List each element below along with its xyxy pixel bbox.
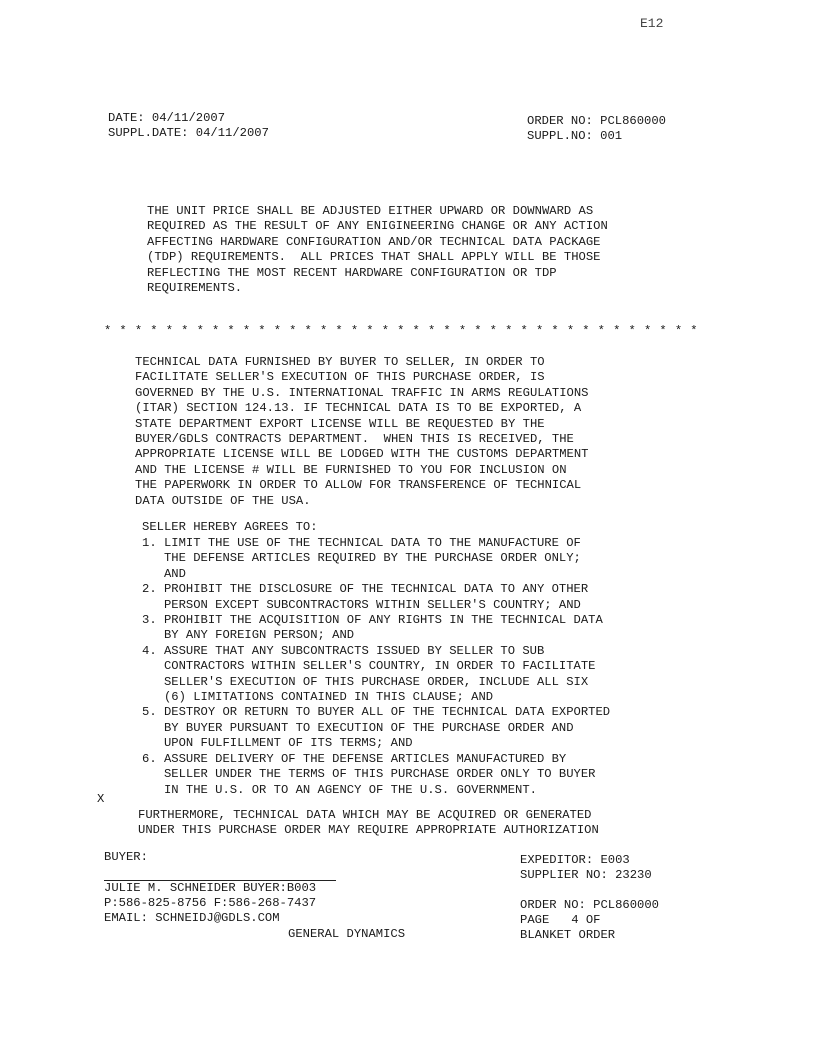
buyer-name: JULIE M. SCHNEIDER BUYER:B003 [104, 881, 317, 895]
agreement-intro: SELLER HEREBY AGREES TO: [142, 520, 318, 534]
clause-line: REQUIREMENTS. [147, 281, 243, 296]
list-item-continuation [142, 767, 610, 782]
clause-line: BUYER/GDLS CONTRACTS DEPARTMENT. WHEN THIS IS RECEIVED, THE [135, 432, 574, 447]
clause-line: STATE DEPARTMENT EXPORT LICENSE WILL BE REQUESTED BY THE [135, 416, 545, 431]
list-item-continuation [142, 598, 610, 613]
suppl-no-line [527, 129, 622, 144]
list-item-number: 6. [142, 751, 157, 766]
price-adjustment-clause [147, 204, 608, 296]
list-item-line: UPON FULFILLMENT OF ITS TERMS; AND [163, 736, 413, 751]
list-item [142, 613, 610, 628]
clause-line: (ITAR) SECTION 124.13. IF TECHNICAL DATA IS TO BE EXPORTED, A [135, 401, 582, 416]
clause-line: APPROPRIATE LICENSE WILL BE LODGED WITH THE CUSTOMS DEPARTMENT [135, 447, 589, 462]
list-item-number: 2. [142, 582, 157, 597]
list-item-line: THE DEFENSE ARTICLES REQUIRED BY THE PURCHASE ORDER ONLY; [163, 551, 581, 566]
list-item-line: IN THE U.S. OR TO AN AGENCY OF THE U.S. GOVERNMENT. [163, 782, 537, 797]
list-item-line: ASSURE THAT ANY SUBCONTRACTS ISSUED BY SELLER TO SUB [163, 643, 545, 658]
suppl-date-label: SUPPL.DATE: [108, 126, 189, 140]
date-value: 04/11/2007 [151, 111, 226, 125]
technical-data-clause [135, 355, 588, 509]
clause-line: REQUIRED AS THE RESULT OF ANY ENIGINEERING CHANGE OR ANY ACTION [147, 219, 608, 234]
list-item-continuation [142, 567, 610, 582]
page-indicator: PAGE 4 OF [520, 913, 601, 927]
list-item-number: 1. [142, 536, 157, 550]
clause-line: TECHNICAL DATA FURNISHED BY BUYER TO SELLER, IN ORDER TO [135, 355, 545, 369]
list-item [142, 705, 610, 720]
list-item-continuation [142, 675, 610, 690]
list-item-continuation [142, 783, 610, 798]
clause-line: THE UNIT PRICE SHALL BE ADJUSTED EITHER UPWARD OR DOWNWARD AS [147, 204, 594, 218]
list-item-line: PROHIBIT THE DISCLOSURE OF THE TECHNICAL DATA TO ANY OTHER [163, 582, 589, 597]
order-no-label: ORDER NO: [527, 114, 593, 128]
star-separator: * * * * * * * * * * * * * * * * * * * * * * * * * * * * * * * * * * * * * * * [104, 324, 698, 338]
list-item-line: SELLER'S EXECUTION OF THIS PURCHASE ORDER, INCLUDE ALL SIX [163, 674, 589, 689]
date-line [108, 111, 225, 126]
clause-line: FURTHERMORE, TECHNICAL DATA WHICH MAY BE ACQUIRED OR GENERATED [138, 808, 592, 822]
buyer-phone: P:586-825-8756 F:586-268-7437 [104, 896, 317, 910]
buyer-email: EMAIL: SCHNEIDJ@GDLS.COM [104, 911, 280, 925]
suppl-no-label: SUPPL.NO: [527, 129, 593, 143]
order-type: BLANKET ORDER [520, 928, 616, 942]
expeditor: EXPEDITOR: E003 [520, 853, 630, 867]
order-no-value: PCL860000 [600, 114, 666, 128]
clause-line: AND THE LICENSE # WILL BE FURNISHED TO YOU FOR INCLUSION ON [135, 462, 567, 477]
list-item-number: 4. [142, 643, 157, 658]
list-item-line: AND [163, 566, 186, 581]
list-item-line: DESTROY OR RETURN TO BUYER ALL OF THE TECHNICAL DATA EXPORTED [163, 705, 611, 720]
clause-line: GOVERNED BY THE U.S. INTERNATIONAL TRAFFIC IN ARMS REGULATIONS [135, 385, 589, 400]
list-item-continuation [142, 659, 610, 674]
clause-line: REFLECTING THE MOST RECENT HARDWARE CONFIGURATION OR TDP [147, 265, 557, 280]
list-item [142, 582, 610, 597]
clause-line: FACILITATE SELLER'S EXECUTION OF THIS PURCHASE ORDER, IS [135, 370, 545, 385]
list-item-line: (6) LIMITATIONS CONTAINED IN THIS CLAUSE; AND [163, 690, 494, 705]
order-no-line [527, 114, 666, 129]
list-item [142, 644, 610, 659]
date-label: DATE: [108, 111, 145, 125]
list-item-line: ASSURE DELIVERY OF THE DEFENSE ARTICLES MANUFACTURED BY [163, 751, 567, 766]
list-item [142, 752, 610, 767]
list-item-line: LIMIT THE USE OF THE TECHNICAL DATA TO THE MANUFACTURE OF [163, 536, 581, 550]
agreement-list [142, 536, 610, 798]
list-item-line: PERSON EXCEPT SUBCONTRACTORS WITHIN SELLER'S COUNTRY; AND [163, 597, 581, 612]
list-item-number: 3. [142, 613, 157, 628]
list-item-continuation [142, 721, 610, 736]
clause-line: DATA OUTSIDE OF THE USA. [135, 493, 311, 508]
list-item-number: 5. [142, 705, 157, 720]
list-item-continuation [142, 690, 610, 705]
furthermore-clause [138, 808, 599, 839]
clause-line: THE PAPERWORK IN ORDER TO ALLOW FOR TRANSFERENCE OF TECHNICAL [135, 478, 582, 493]
clause-line: AFFECTING HARDWARE CONFIGURATION AND/OR TECHNICAL DATA PACKAGE [147, 234, 601, 249]
list-item-continuation [142, 628, 610, 643]
list-item-line: SELLER UNDER THE TERMS OF THIS PURCHASE ORDER ONLY TO BUYER [163, 767, 596, 782]
list-item-line: BY BUYER PURSUANT TO EXECUTION OF THE PURCHASE ORDER AND [163, 720, 574, 735]
company-name: GENERAL DYNAMICS [288, 927, 406, 941]
suppl-date-line [108, 126, 269, 141]
list-item-line: CONTRACTORS WITHIN SELLER'S COUNTRY, IN ORDER TO FACILITATE [163, 659, 596, 674]
x-mark: X [97, 792, 105, 806]
list-item-line: PROHIBIT THE ACQUISITION OF ANY RIGHTS IN THE TECHNICAL DATA [163, 613, 603, 628]
supplier-no: SUPPLIER NO: 23230 [520, 868, 652, 882]
list-item [142, 536, 610, 551]
page-number-mark: E12 [640, 16, 664, 31]
list-item-line: BY ANY FOREIGN PERSON; AND [163, 628, 355, 643]
buyer-label: BUYER: [104, 850, 148, 864]
suppl-no-value: 001 [600, 129, 623, 143]
clause-line: UNDER THIS PURCHASE ORDER MAY REQUIRE APPROPRIATE AUTHORIZATION [138, 823, 599, 838]
list-item-continuation [142, 736, 610, 751]
footer-order-no: ORDER NO: PCL860000 [520, 898, 659, 912]
suppl-date-value: 04/11/2007 [195, 126, 269, 140]
list-item-continuation [142, 551, 610, 566]
clause-line: (TDP) REQUIREMENTS. ALL PRICES THAT SHALL APPLY WILL BE THOSE [147, 250, 601, 265]
